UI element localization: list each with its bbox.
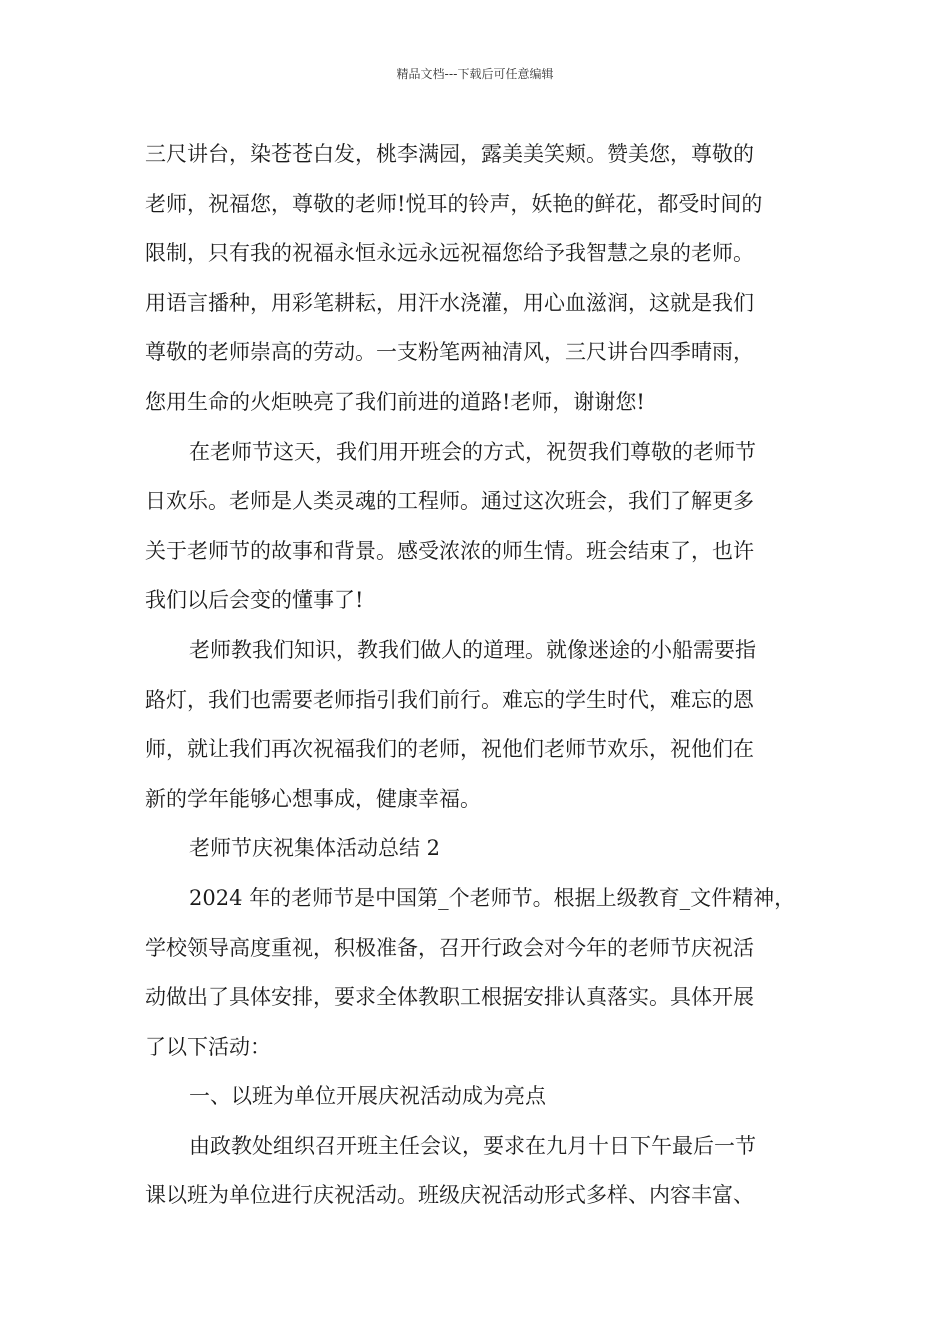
- heading-line: 老师节庆祝集体活动总结 2: [189, 836, 441, 861]
- section-heading: [145, 824, 805, 874]
- text-line: 动做出了具体安排，要求全体教职工根据安排认真落实。具体开展: [145, 985, 754, 1010]
- text-line: 学校领导高度重视，积极准备，召开行政会对今年的老师节庆祝活: [145, 935, 754, 960]
- text-line: 2024 年的老师节是中国第_个老师节。根据上级教育_文件精神，: [189, 885, 796, 910]
- text-line: 我们以后会变的懂事了!: [145, 588, 364, 613]
- heading-line: 一、以班为单位开展庆祝活动成为亮点: [189, 1084, 546, 1109]
- text-line: 尊敬的老师崇高的劳动。一支粉笔两袖清风，三尺讲台四季晴雨，: [145, 340, 754, 365]
- text-line: 关于老师节的故事和背景。感受浓浓的师生情。班会结束了，也许: [145, 538, 754, 563]
- text-line: 新的学年能够心想事成，健康幸福。: [145, 786, 481, 811]
- paragraph: [145, 626, 805, 824]
- text-line: 用语言播种，用彩笔耕耘，用汗水浇灌，用心血滋润，这就是我们: [145, 290, 754, 315]
- paragraph: [145, 428, 805, 626]
- text-line: 师，就让我们再次祝福我们的老师，祝他们老师节欢乐，祝他们在: [145, 737, 754, 762]
- text-line: 老师，祝福您，尊敬的老师!悦耳的铃声，妖艳的鲜花，都受时间的: [145, 191, 763, 216]
- document-body: [145, 130, 805, 1221]
- paragraph: [145, 130, 805, 428]
- text-line: 老师教我们知识，教我们做人的道理。就像迷途的小船需要指: [189, 637, 756, 662]
- text-line: 路灯，我们也需要老师指引我们前行。难忘的学生时代，难忘的恩: [145, 687, 754, 712]
- page-header: 精品文档---下载后可任意编辑: [396, 67, 554, 81]
- text-line: 您用生命的火炬映亮了我们前进的道路!老师，谢谢您!: [145, 389, 645, 414]
- paragraph: [145, 1122, 805, 1221]
- text-line: 由政教处组织召开班主任会议，要求在九月十日下午最后一节: [189, 1133, 756, 1158]
- text-line: 三尺讲台，染苍苍白发，桃李满园，露美美笑颊。赞美您，尊敬的: [145, 142, 754, 166]
- text-line: 在老师节这天，我们用开班会的方式，祝贺我们尊敬的老师节: [189, 439, 756, 464]
- text-line: 课以班为单位进行庆祝活动。班级庆祝活动形式多样、内容丰富、: [145, 1183, 754, 1208]
- paragraph: [145, 874, 805, 1072]
- text-line: 日欢乐。老师是人类灵魂的工程师。通过这次班会，我们了解更多: [145, 489, 754, 514]
- text-line: 了以下活动：: [145, 1034, 271, 1059]
- subsection-heading: [145, 1072, 805, 1122]
- text-line: 限制，只有我的祝福永恒永远永远祝福您给予我智慧之泉的老师。: [145, 241, 754, 266]
